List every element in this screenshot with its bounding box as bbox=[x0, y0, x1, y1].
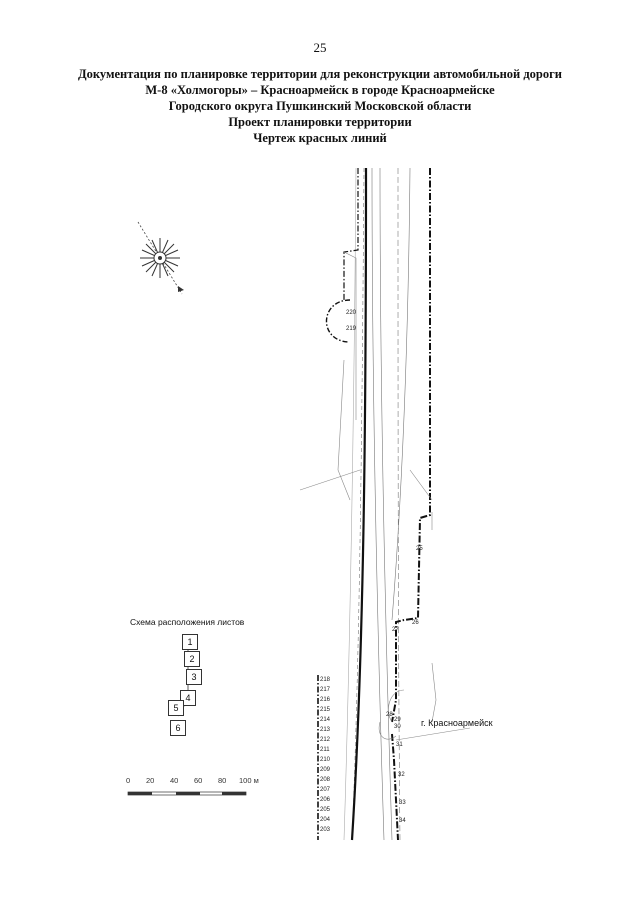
picket-label: 204 bbox=[320, 817, 331, 823]
header-line-3: Городского округа Пушкинский Московской области bbox=[168, 99, 472, 113]
sheet-5: 5 bbox=[168, 700, 184, 716]
header-line-1: Документация по планировке территории для реконструкции автомобильной дороги bbox=[77, 67, 563, 81]
scale-label: 20 bbox=[146, 776, 155, 785]
point-label: 27 bbox=[392, 627, 399, 633]
sheet-2: 2 bbox=[184, 651, 200, 667]
sheet-3: 3 bbox=[186, 669, 202, 685]
picket-label: 211 bbox=[320, 747, 330, 753]
scale-label: 40 bbox=[170, 776, 179, 785]
picket-label: 220 bbox=[346, 310, 357, 316]
point-label: 34 bbox=[399, 818, 406, 824]
red-line-left bbox=[352, 168, 366, 840]
page-number: 25 bbox=[313, 40, 327, 55]
picket-label: 207 bbox=[320, 787, 331, 793]
scale-label: 100 м bbox=[239, 776, 259, 785]
sheet-4: 4 bbox=[180, 690, 196, 706]
sheet-1: 1 bbox=[182, 634, 198, 650]
picket-label: 209 bbox=[320, 767, 331, 773]
scale-bar-labels bbox=[126, 776, 266, 788]
picket-label: 206 bbox=[320, 797, 331, 803]
scale-bar bbox=[128, 792, 246, 795]
picket-label: 214 bbox=[320, 717, 331, 723]
city-label: г. Красноармейск bbox=[421, 718, 493, 728]
compass-rose-icon bbox=[138, 222, 184, 294]
picket-label: 215 bbox=[320, 707, 331, 713]
point-label: 30 bbox=[394, 724, 401, 730]
scale-label: 0 bbox=[126, 776, 131, 785]
sheet-6: 6 bbox=[170, 720, 186, 736]
scheme-title: Схема расположения листов bbox=[130, 617, 245, 627]
point-label: 25 bbox=[416, 546, 423, 552]
point-label: 29 bbox=[394, 717, 401, 723]
picket-label: 219 bbox=[346, 326, 357, 332]
point-label: 32 bbox=[398, 772, 405, 778]
scale-label: 80 bbox=[218, 776, 227, 785]
scale-label: 60 bbox=[194, 776, 203, 785]
picket-label: 210 bbox=[320, 757, 331, 763]
red-line-right-lower bbox=[392, 734, 398, 840]
parcel-loop bbox=[326, 300, 350, 342]
picket-label: 208 bbox=[320, 777, 331, 783]
picket-label: 216 bbox=[320, 697, 331, 703]
red-line-right bbox=[392, 168, 430, 722]
picket-label: 205 bbox=[320, 807, 331, 813]
point-label: 33 bbox=[399, 800, 406, 806]
point-label: 28 bbox=[386, 712, 393, 718]
header-line-5: Чертеж красных линий bbox=[253, 131, 387, 145]
side-boundaries bbox=[300, 252, 470, 740]
header-line-2: М-8 «Холмогоры» – Красноармейск в городе Красноармейске bbox=[145, 83, 495, 97]
picket-label: 217 bbox=[320, 687, 331, 693]
point-label: 31 bbox=[396, 742, 403, 748]
picket-label: 218 bbox=[320, 677, 331, 683]
picket-label: 213 bbox=[320, 727, 331, 733]
header-line-4: Проект планировки территории bbox=[228, 115, 412, 129]
point-label: 26 bbox=[412, 620, 419, 626]
picket-label: 203 bbox=[320, 827, 331, 833]
picket-label: 212 bbox=[320, 737, 331, 743]
